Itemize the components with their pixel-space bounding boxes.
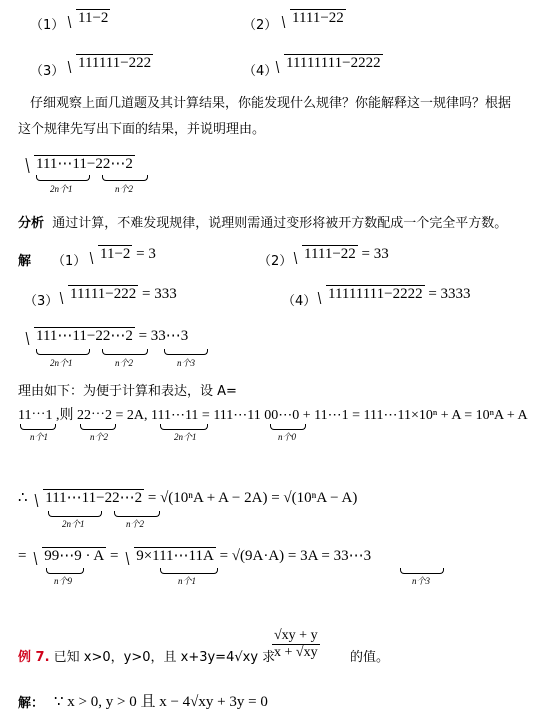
- sub-2n1: 2n个1: [50, 184, 73, 194]
- sub-t5: n个3: [412, 576, 431, 586]
- example-7-tail: 的值。: [350, 650, 390, 665]
- therefore-line-2: = 99⋯9 · A = 9×111⋯11A = √(9A·A) = 3A = 33⋯3: [18, 548, 372, 564]
- final-text: ∵ x > 0, y > 0 且 x − 4√xy + 3y = 0: [54, 694, 268, 710]
- solution-1-label: （1）: [52, 254, 87, 269]
- solution-2-label: （2）: [258, 254, 293, 269]
- example-7-fraction: [272, 628, 320, 661]
- problem-1-label: （1）: [30, 18, 65, 33]
- analysis: 分析 通过计算，不难发现规律，说理则需通过变形将被开方数配成一个完全平方数。: [18, 216, 508, 231]
- sub-t2: n个2: [126, 519, 145, 529]
- problem-2-label: （2）: [243, 18, 278, 33]
- solution-4-label: （4）: [282, 294, 317, 309]
- general-solution: 111⋯11−22⋯2 = 33⋯3: [22, 326, 188, 345]
- problem-1-expr: 11−2: [64, 10, 110, 27]
- reason-sub-n1: n个1: [30, 432, 49, 442]
- reason-sub-2n1: 2n个1: [174, 432, 197, 442]
- brace-2n1-b: [36, 349, 90, 355]
- brace-n3: [164, 349, 208, 355]
- sub-n3: n个3: [177, 358, 196, 368]
- solution-label: 解: [18, 254, 32, 269]
- brace-n2-b: [102, 349, 148, 355]
- problem-3-label: （3）: [30, 64, 65, 79]
- question-line-2: 这个规律先写出下面的结果，并说明理由。: [18, 122, 266, 137]
- final-label: 解：: [18, 696, 45, 711]
- sub-t1: 2n个1: [62, 519, 85, 529]
- sub-t3: n个9: [54, 576, 73, 586]
- problem-3-expr: 111111−222: [64, 55, 153, 72]
- brace-n2: [102, 175, 148, 181]
- reason-intro: 理由如下：为便于计算和表达，设 A=: [18, 384, 237, 399]
- sub-n2-b: n个2: [115, 358, 134, 368]
- general-expression: 111⋯11−22⋯2: [22, 152, 135, 173]
- problem-4-label: （4）: [243, 64, 278, 79]
- solution-3: 11111−222 = 333: [56, 286, 177, 303]
- solution-1: 11−2 = 3: [86, 246, 156, 263]
- example-7: 例 7. 已知 x>0，y>0，且 x+3y=4√xy 求: [18, 650, 276, 665]
- fraction-denominator: x + √xy: [274, 645, 318, 660]
- reason-line-1: 11⋯1 ,则 22⋯2 = 2A, 111⋯11 = 111⋯11 00⋯0 + 11⋯1 = 111⋯11×10ⁿ + A = 10ⁿA + A: [18, 408, 528, 423]
- solution-3-label: （3）: [24, 294, 59, 309]
- question-line-1: 仔细观察上面几道题及其计算结果，你能发现什么规律？你能解释这一规律吗？根据: [30, 96, 512, 111]
- sub-2n1-b: 2n个1: [50, 358, 73, 368]
- brace-2n1: [36, 175, 90, 181]
- solution-2: 1111−22 = 33: [290, 246, 389, 263]
- therefore-line-1: ∴ 111⋯11−22⋯2 = √(10ⁿA + A − 2A) = √(10ⁿA − A): [18, 490, 358, 506]
- reason-sub-n2: n个2: [90, 432, 109, 442]
- sub-n2: n个2: [115, 184, 134, 194]
- solution-4: 11111111−2222 = 3333: [314, 286, 471, 303]
- problem-4-expr: 11111111−2222: [272, 55, 383, 72]
- reason-sub-n0: n个0: [278, 432, 297, 442]
- fraction-numerator: √xy + y: [274, 628, 318, 643]
- problem-2-expr: 1111−22: [278, 10, 346, 27]
- sub-t4: n个1: [178, 576, 197, 586]
